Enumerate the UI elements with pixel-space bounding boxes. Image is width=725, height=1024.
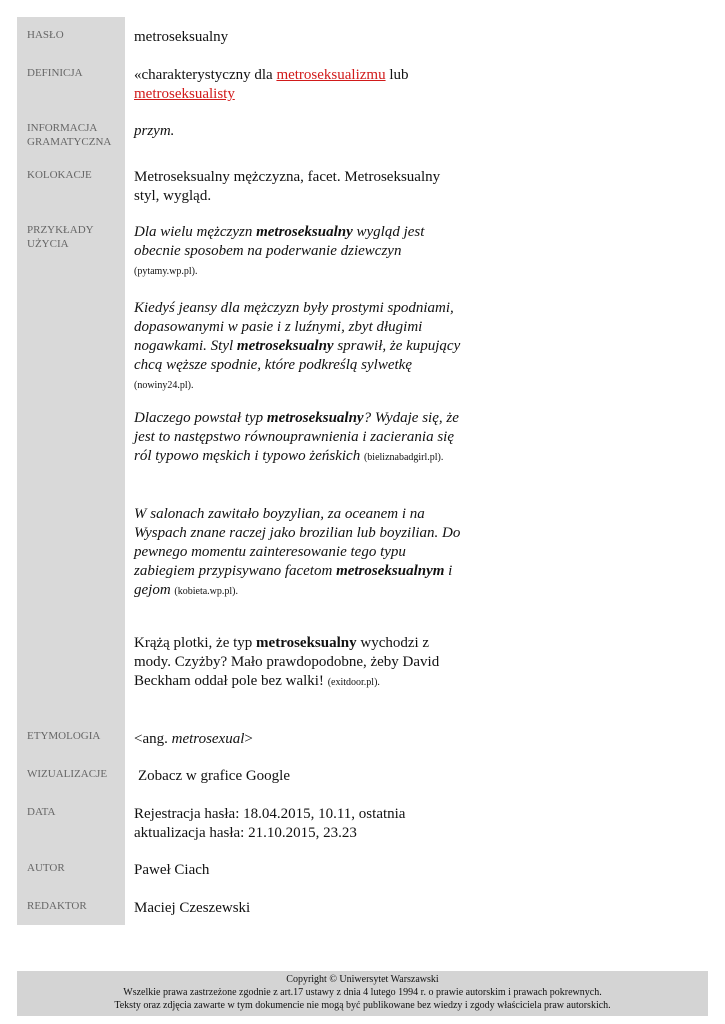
example-source: (kobieta.wp.pl) <box>174 586 236 597</box>
example-end: . <box>440 452 444 463</box>
footer-rights: Wszelkie prawa zastrzeżone zgodnie z art.17 ustawy z dnia 4 lutego 1994 r. o prawie autorskim i prawach pokrewnych. <box>123 987 602 998</box>
etymology <box>134 730 464 749</box>
google-images-link[interactable]: Zobacz w grafice Google <box>138 768 291 784</box>
link-metroseksualizm[interactable]: metroseksualizmu <box>276 67 386 83</box>
example-keyword: metroseksualny <box>256 224 353 240</box>
example-text: Kiedyś jeansy dla mężczyzn były prostymi spodniami, dopasowanymi w pasie i z luźnymi, zbyt długimi nogawkami. Styl <box>134 300 454 354</box>
label-przyklady-uzycia <box>27 223 123 251</box>
example-text: i gejom <box>134 563 453 598</box>
example-end: . <box>377 677 380 688</box>
label-kolokacje: KOLOKACJE <box>27 169 92 181</box>
definition <box>134 66 464 104</box>
label-line: UŻYCIA <box>27 238 69 250</box>
example-source: (bieliznabadgirl.pl) <box>363 452 441 463</box>
example-end: . <box>190 380 194 391</box>
example-text: W salonach zawitało boyzylian, za oceanem i na Wyspach znane raczej jako brozilian lub boyzilian. Do pewnego momentu zainteresowanie tego typu zabiegiem przypisywano facetom <box>134 506 461 579</box>
headword: metroseksualny <box>134 29 229 45</box>
example-text: sprawił, że kupujący chcą węższe spodnie, które podkreślą sylwetkę <box>134 338 461 373</box>
collocations: Metroseksualny mężczyzna, facet. Metroseksualny styl, wygląd. <box>134 169 441 204</box>
example-source: (exitdoor.pl) <box>327 677 378 688</box>
label-column <box>17 17 125 925</box>
example-5 <box>134 634 464 692</box>
definition-text: lub <box>385 67 409 83</box>
example-text: Dla wielu mężczyzn <box>134 224 257 240</box>
etymology-text: > <box>244 731 253 747</box>
example-3 <box>134 409 464 467</box>
example-text: Dlaczego powstał typ <box>134 410 267 426</box>
etymology-word: metrosexual <box>171 731 245 747</box>
footer-notice: Teksty oraz zdjęcia zawarte w tym dokumencie nie mogą być publikowane bez wiedzy i zgody właściciela praw autorskich. <box>114 1000 611 1011</box>
example-end: . <box>235 586 239 597</box>
label-wizualizacje: WIZUALIZACJE <box>27 768 108 780</box>
label-autor: AUTOR <box>27 862 65 874</box>
label-definicja: DEFINICJA <box>27 67 83 79</box>
example-keyword: metroseksualnym <box>336 563 445 579</box>
etymology-text: <ang. <box>134 731 172 747</box>
label-etymologia: ETYMOLOGIA <box>27 730 101 742</box>
editor: Maciej Czeszewski <box>134 900 251 916</box>
label-informacja-gramatyczna <box>27 121 123 149</box>
label-line: INFORMACJA <box>27 122 98 134</box>
author: Paweł Ciach <box>134 862 210 878</box>
example-keyword: metroseksualny <box>256 635 357 651</box>
copyright-footer <box>17 971 708 1016</box>
grammar-info: przym. <box>134 123 175 139</box>
example-text: wygląd jest obecnie sposobem na poderwanie dziewczyn <box>134 224 425 259</box>
example-text: wychodzi z mody. Czyżby? Mało prawdopodobne, żeby David Beckham oddał pole bez walki! <box>134 635 440 689</box>
definition-text: «charakterystyczny dla <box>134 67 277 83</box>
label-data: DATA <box>27 806 56 818</box>
label-line: GRAMATYCZNA <box>27 136 112 148</box>
example-4 <box>134 505 464 601</box>
label-line: PRZYKŁADY <box>27 224 94 236</box>
example-source: (pytamy.wp.pl) <box>134 266 196 277</box>
label-haslo: HASŁO <box>27 29 64 41</box>
label-redaktor: REDAKTOR <box>27 900 87 912</box>
example-source: (nowiny24.pl) <box>134 380 191 391</box>
example-text: ? Wydaje się, że jest to następstwo równouprawnienia i zacierania się ról typowo męskich i typowo żeńskich <box>134 410 459 464</box>
example-2 <box>134 299 464 395</box>
example-text: Krążą plotki, że typ <box>134 635 257 651</box>
example-1 <box>134 223 464 281</box>
dates: Rejestracja hasła: 18.04.2015, 10.11, ostatnia aktualizacja hasła: 21.10.2015, 23.23 <box>134 806 406 841</box>
example-keyword: metroseksualny <box>266 410 364 426</box>
example-end: . <box>195 266 198 277</box>
link-metroseksualista[interactable]: metroseksualisty <box>134 86 235 102</box>
example-keyword: metroseksualny <box>236 338 334 354</box>
footer-copyright: Copyright © Uniwersytet Warszawski <box>286 974 439 985</box>
